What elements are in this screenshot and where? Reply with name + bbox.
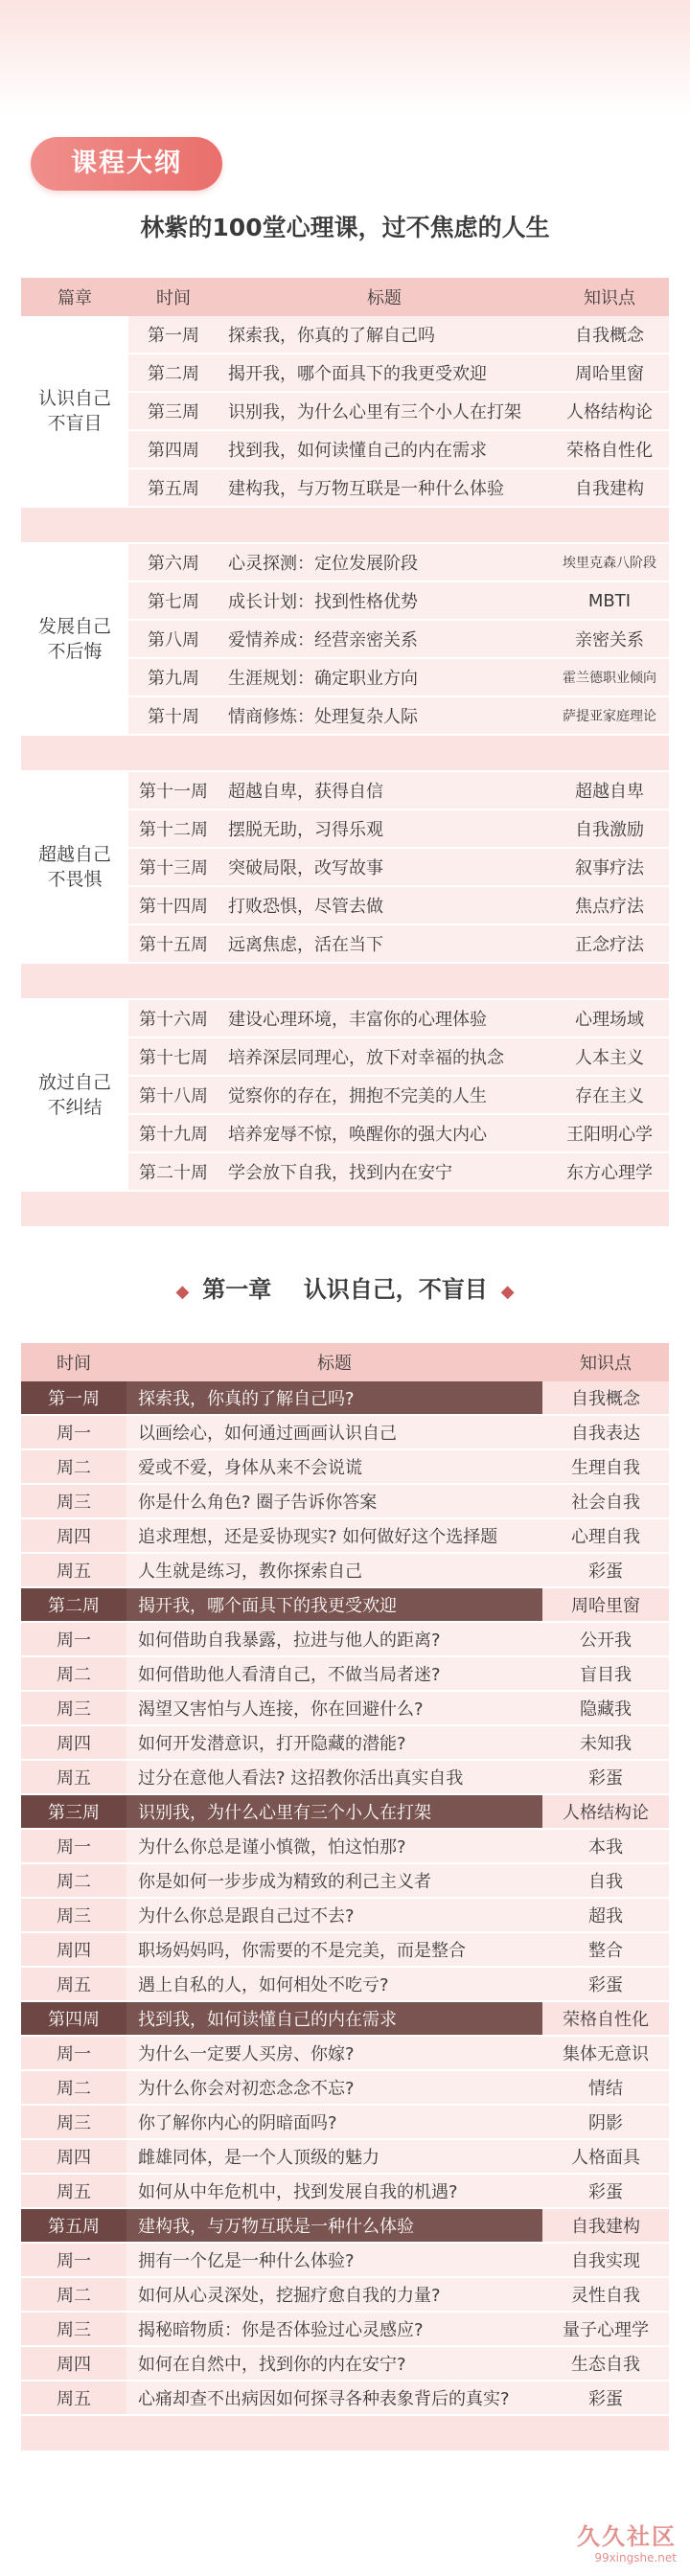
spacer-cell [21,963,669,999]
week-label: 第三周 [128,392,218,430]
week-label: 第十八周 [128,1076,218,1114]
day-title: 拥有一个亿是一种什么体验? [126,2243,542,2277]
week-label: 第十七周 [128,1037,218,1076]
day-title: 为什么你总是跟自己过不去? [126,1898,542,1932]
header-knowledge: 知识点 [542,1343,669,1381]
week-label: 第八周 [128,620,218,658]
spacer-cell [21,1191,669,1227]
knowledge-point: 隐藏我 [542,1691,669,1725]
week-label: 第十三周 [128,848,218,886]
week-title: 超越自卑，获得自信 [218,771,550,809]
outline-table [21,278,669,1228]
week-title: 远离焦虑，活在当下 [218,924,550,963]
day-row [21,2277,669,2312]
day-label: 周五 [21,1760,126,1794]
week-label: 第六周 [128,543,218,581]
chapter-heading [0,1270,690,1304]
day-label: 周一 [21,2036,126,2070]
top-gradient-band [0,0,690,115]
outline-row [21,543,669,581]
week-title: 建构我，与万物互联是一种什么体验 [126,2208,542,2243]
knowledge-point: 整合 [542,1932,669,1967]
day-row [21,2036,669,2070]
section-spacer [21,1191,669,1227]
chapter-name: 发展自己 不后悔 [21,543,128,735]
knowledge-point: 人格结构论 [550,392,669,430]
day-label: 周四 [21,2139,126,2174]
day-label: 周二 [21,2277,126,2312]
week-label: 第三周 [21,1794,126,1829]
knowledge-point: 自我建构 [550,468,669,507]
day-title: 以画绘心，如何通过画画认识自己 [126,1415,542,1449]
knowledge-point: 人格面具 [542,2139,669,2174]
knowledge-point: 自我建构 [542,2208,669,2243]
knowledge-point: 自我表达 [542,1415,669,1449]
outline-badge: 课程大纲 [31,137,222,191]
spacer-cell [21,735,669,771]
knowledge-point: 彩蛋 [542,1760,669,1794]
week-title: 培养宠辱不惊，唤醒你的强大内心 [218,1114,550,1152]
day-label: 周四 [21,1725,126,1760]
day-title: 为什么一定要人买房、你嫁? [126,2036,542,2070]
knowledge-point: 霍兰德职业倾向 [550,658,669,696]
week-title: 培养深层同理心，放下对幸福的执念 [218,1037,550,1076]
week-label: 第十二周 [128,809,218,848]
knowledge-point: 公开我 [542,1622,669,1656]
day-row [21,1415,669,1449]
outline-row [21,316,669,353]
week-label: 第五周 [21,2208,126,2243]
knowledge-point: 未知我 [542,1725,669,1760]
knowledge-point: 存在主义 [550,1076,669,1114]
day-label: 周二 [21,1449,126,1484]
week-title: 学会放下自我，找到内在安宁 [218,1152,550,1191]
day-row [21,1898,669,1932]
header-time: 时间 [128,278,218,316]
day-row [21,1829,669,1863]
knowledge-point: 萨提亚家庭理论 [550,696,669,735]
week-label: 第十九周 [128,1114,218,1152]
watermark [577,2518,677,2565]
week-title: 生涯规划：确定职业方向 [218,658,550,696]
day-label: 周二 [21,1656,126,1691]
chapter-name: 认识自己 不盲目 [21,316,128,507]
knowledge-point: 自我 [542,1863,669,1898]
day-title: 如何开发潜意识，打开隐藏的潜能? [126,1725,542,1760]
knowledge-point: 埃里克森八阶段 [550,543,669,581]
day-row [21,2346,669,2381]
outline-header-row [21,278,669,316]
week-title: 情商修炼：处理复杂人际 [218,696,550,735]
day-title: 如何从心灵深处，挖掘疗愈自我的力量? [126,2277,542,2312]
week-label: 第二十周 [128,1152,218,1191]
day-row [21,2243,669,2277]
section-spacer [21,507,669,543]
day-label: 周五 [21,2174,126,2208]
knowledge-point: 正念疗法 [550,924,669,963]
knowledge-point: 集体无意识 [542,2036,669,2070]
day-label: 周五 [21,2381,126,2415]
detail-header-row [21,1343,669,1381]
week-title: 揭开我，哪个面具下的我更受欢迎 [126,1587,542,1622]
header-chapter: 篇章 [21,278,128,316]
course-title: 林紫的100堂心理课，过不焦虑的人生 [140,214,550,241]
week-title: 打败恐惧，尽管去做 [218,886,550,924]
day-label: 周一 [21,1415,126,1449]
knowledge-point: 盲目我 [542,1656,669,1691]
day-row [21,2070,669,2105]
week-label: 第二周 [128,353,218,392]
knowledge-point: 周哈里窗 [550,353,669,392]
day-title: 雌雄同体，是一个人顶级的魅力 [126,2139,542,2174]
day-row [21,1553,669,1587]
week-label: 第十一周 [128,771,218,809]
day-title: 职场妈妈吗，你需要的不是完美，而是整合 [126,1932,542,1967]
week-title: 识别我，为什么心里有三个小人在打架 [126,1794,542,1829]
knowledge-point: 荣格自性化 [542,2001,669,2036]
week-title: 摆脱无助，习得乐观 [218,809,550,848]
day-row [21,1760,669,1794]
week-label: 第一周 [128,316,218,353]
watermark-text: 久久社区 [577,2523,677,2550]
week-title: 觉察你的存在，拥抱不完美的人生 [218,1076,550,1114]
day-title: 人生就是练习，教你探索自己 [126,1553,542,1587]
knowledge-point: 超越自卑 [550,771,669,809]
day-row [21,2312,669,2346]
knowledge-point: 本我 [542,1829,669,1863]
day-row [21,2174,669,2208]
section-spacer [21,963,669,999]
week-label: 第十五周 [128,924,218,963]
knowledge-point: 彩蛋 [542,2174,669,2208]
diamond-icon: ◆ [500,1282,515,1302]
week-label: 第五周 [128,468,218,507]
knowledge-point: 彩蛋 [542,1967,669,2001]
spacer-cell [21,507,669,543]
header-title: 标题 [218,278,550,316]
day-label: 周三 [21,2312,126,2346]
week-header-row [21,1587,669,1622]
day-label: 周一 [21,2243,126,2277]
knowledge-point: 量子心理学 [542,2312,669,2346]
watermark-url: 99xingshe.net [594,2551,677,2565]
knowledge-point: 心理自我 [542,1518,669,1553]
day-label: 周四 [21,2346,126,2381]
week-title: 心灵探测：定位发展阶段 [218,543,550,581]
day-title: 追求理想，还是妥协现实? 如何做好这个选择题 [126,1518,542,1553]
knowledge-point: 自我激励 [550,809,669,848]
day-row [21,2139,669,2174]
knowledge-point: 生态自我 [542,2346,669,2381]
week-label: 第十六周 [128,999,218,1037]
diamond-icon: ◆ [175,1282,190,1302]
week-label: 第九周 [128,658,218,696]
day-title: 遇上自私的人，如何相处不吃亏? [126,1967,542,2001]
week-header-row [21,1381,669,1415]
day-label: 周四 [21,1518,126,1553]
day-row [21,1691,669,1725]
day-row [21,1622,669,1656]
week-title: 识别我，为什么心里有三个小人在打架 [218,392,550,430]
day-title: 心痛却查不出病因如何探寻各种表象背后的真实? [126,2381,542,2415]
day-title: 你是什么角色? 圈子告诉你答案 [126,1484,542,1518]
week-label: 第七周 [128,581,218,620]
knowledge-point: 人本主义 [550,1037,669,1076]
week-title: 找到我，如何读懂自己的内在需求 [218,430,550,468]
outline-row [21,771,669,809]
day-label: 周五 [21,1553,126,1587]
knowledge-point: 阴影 [542,2105,669,2139]
week-label: 第二周 [21,1587,126,1622]
section-spacer [21,735,669,771]
week-label: 第一周 [21,1381,126,1415]
day-title: 你是如何一步步成为精致的利己主义者 [126,1863,542,1898]
day-title: 如何借助他人看清自己，不做当局者迷? [126,1656,542,1691]
day-title: 如何从中年危机中，找到发展自我的机遇? [126,2174,542,2208]
table-end-spacer [21,2415,669,2451]
knowledge-point: 彩蛋 [542,2381,669,2415]
knowledge-point: 自我概念 [550,316,669,353]
header-time: 时间 [21,1343,126,1381]
knowledge-point: 社会自我 [542,1484,669,1518]
chapter-name: 放过自己 不纠结 [21,999,128,1191]
knowledge-point: 超我 [542,1898,669,1932]
knowledge-point: 心理场域 [550,999,669,1037]
week-label: 第十四周 [128,886,218,924]
day-label: 周四 [21,1932,126,1967]
day-row [21,1967,669,2001]
chapter-name: 超越自己 不畏惧 [21,771,128,963]
knowledge-point: 自我实现 [542,2243,669,2277]
day-label: 周三 [21,1484,126,1518]
knowledge-point: 人格结构论 [542,1794,669,1829]
day-row [21,1484,669,1518]
day-row [21,1518,669,1553]
day-row [21,1932,669,1967]
day-title: 渴望又害怕与人连接，你在回避什么? [126,1691,542,1725]
week-label: 第四周 [21,2001,126,2036]
day-label: 周三 [21,1898,126,1932]
knowledge-point: 焦点疗法 [550,886,669,924]
day-label: 周一 [21,1829,126,1863]
knowledge-point: 自我概念 [542,1381,669,1415]
knowledge-point: 荣格自性化 [550,430,669,468]
knowledge-point: 彩蛋 [542,1553,669,1587]
week-header-row [21,1794,669,1829]
knowledge-point: MBTI [550,581,669,620]
chapter-detail-table [21,1343,669,2452]
day-title: 为什么你会对初恋念念不忘? [126,2070,542,2105]
day-row [21,1656,669,1691]
day-row [21,1863,669,1898]
week-title: 爱情养成：经营亲密关系 [218,620,550,658]
day-title: 揭秘暗物质：你是否体验过心灵感应? [126,2312,542,2346]
week-title: 找到我，如何读懂自己的内在需求 [126,2001,542,2036]
day-label: 周三 [21,2105,126,2139]
knowledge-point: 王阳明心学 [550,1114,669,1152]
day-title: 爱或不爱，身体从来不会说谎 [126,1449,542,1484]
week-title: 成长计划：找到性格优势 [218,581,550,620]
week-header-row [21,2208,669,2243]
day-label: 周一 [21,1622,126,1656]
week-title: 建构我，与万物互联是一种什么体验 [218,468,550,507]
week-title: 探索我，你真的了解自己吗 [218,316,550,353]
day-title: 为什么你总是谨小慎微，怕这怕那? [126,1829,542,1863]
header-title: 标题 [126,1343,542,1381]
header-knowledge: 知识点 [550,278,669,316]
knowledge-point: 情结 [542,2070,669,2105]
knowledge-point: 生理自我 [542,1449,669,1484]
knowledge-point: 周哈里窗 [542,1587,669,1622]
knowledge-point: 叙事疗法 [550,848,669,886]
week-title: 揭开我，哪个面具下的我更受欢迎 [218,353,550,392]
day-title: 如何借助自我暴露，拉进与他人的距离? [126,1622,542,1656]
day-row [21,2381,669,2415]
week-label: 第四周 [128,430,218,468]
day-row [21,2105,669,2139]
week-title: 建设心理环境，丰富你的心理体验 [218,999,550,1037]
day-row [21,1725,669,1760]
week-header-row [21,2001,669,2036]
day-title: 过分在意他人看法? 这招教你活出真实自我 [126,1760,542,1794]
day-label: 周二 [21,1863,126,1898]
day-title: 你了解你内心的阴暗面吗? [126,2105,542,2139]
chapter-heading-text: 第一章 认识自己，不盲目 [202,1276,488,1303]
day-label: 周二 [21,2070,126,2105]
day-label: 周五 [21,1967,126,2001]
day-label: 周三 [21,1691,126,1725]
day-title: 如何在自然中，找到你的内在安宁? [126,2346,542,2381]
spacer-cell [21,2415,669,2451]
week-title: 突破局限，改写故事 [218,848,550,886]
day-row [21,1449,669,1484]
week-title: 探索我，你真的了解自己吗? [126,1381,542,1415]
knowledge-point: 灵性自我 [542,2277,669,2312]
week-label: 第十周 [128,696,218,735]
knowledge-point: 亲密关系 [550,620,669,658]
knowledge-point: 东方心理学 [550,1152,669,1191]
outline-row [21,999,669,1037]
